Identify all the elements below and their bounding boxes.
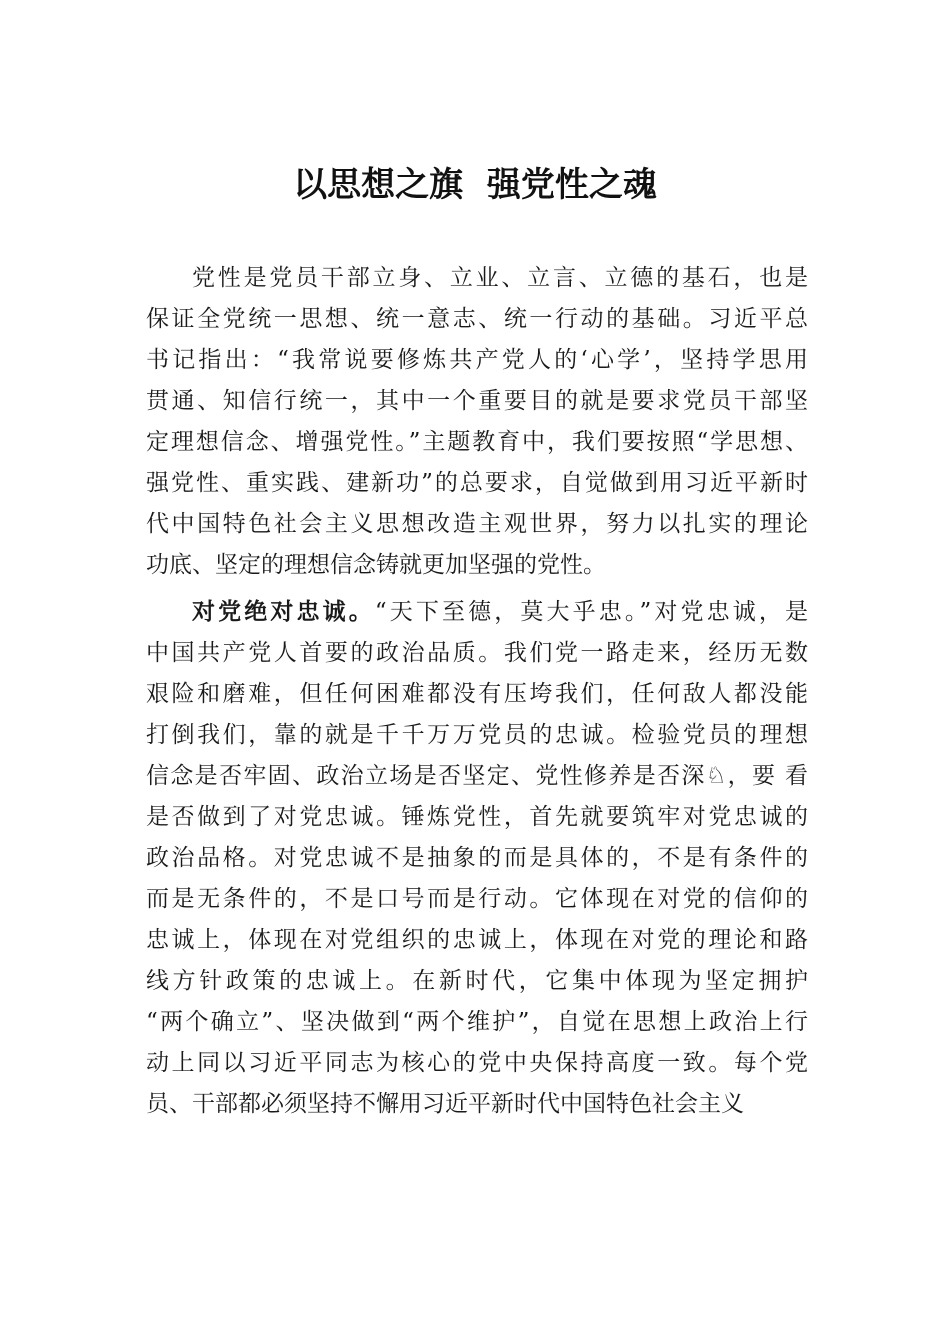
paragraph-line: 信念是否牢固、政治立场是否坚定、党性修养是否深♘，要 看 — [146, 763, 808, 789]
paragraph-line: 艰险和磨难，但任何困难都没有压垮我们，任何敌人都没能 — [146, 681, 808, 707]
paragraph-line: 而是无条件的，不是口号而是行动。它体现在对党的信仰的 — [146, 886, 808, 912]
paragraph-line: 忠诚上，体现在对党组织的忠诚上，体现在对党的理论和路 — [146, 927, 808, 953]
paragraph-line: 保证全党统一思想、统一意志、统一行动的基础。习近平总 — [146, 306, 808, 332]
paragraph-line: “两个确立”、坚决做到“两个维护”，自觉在思想上政治上行 — [146, 1009, 808, 1035]
paragraph-line: 贯通、知信行统一，其中一个重要目的就是要求党员干部坚 — [146, 388, 808, 414]
paragraph-line: 打倒我们，靠的就是千千万万党员的忠诚。检验党员的理想 — [146, 722, 808, 748]
paragraph-line-rest: “天下至德，莫大乎忠。”对党忠诚，是 — [374, 599, 808, 625]
paragraph-line: 是否做到了对党忠诚。锤炼党性，首先就要筑牢对党忠诚的 — [146, 804, 808, 830]
paragraph-line: 强党性、重实践、建新功”的总要求，自觉做到用习近平新时 — [146, 470, 808, 496]
paragraph-intro — [146, 258, 808, 586]
section-lead-heading: 对党绝对忠诚。 — [192, 599, 375, 625]
paragraph-line: 动上同以习近平同志为核心的党中央保持高度一致。每个党 — [146, 1050, 808, 1076]
paragraph-line: 定理想信念、增强党性。”主题教育中，我们要按照“学思想、 — [146, 429, 808, 455]
paragraph-line: 中国共产党人首要的政治品质。我们党一路走来，经历无数 — [146, 640, 808, 666]
paragraph-line: 政治品格。对党忠诚不是抽象的而是具体的，不是有条件的 — [146, 845, 808, 871]
paragraph-loyalty — [146, 592, 808, 1125]
paragraph-line: 代中国特色社会主义思想改造主观世界，努力以扎实的理论 — [146, 511, 808, 537]
document-title: 以思想之旗 强党性之魂 — [293, 165, 657, 205]
paragraph-first-line — [146, 592, 808, 633]
paragraph-line: 员、干部都必须坚持不懈用习近平新时代中国特色社会主义 — [146, 1091, 744, 1117]
paragraph-line: 书记指出：“我常说要修炼共产党人的‘心学’，坚持学思用 — [146, 347, 808, 373]
paragraph-line: 线方针政策的忠诚上。在新时代，它集中体现为坚定拥护 — [146, 968, 808, 994]
paragraph-line: 功底、坚定的理想信念铸就更加坚强的党性。 — [146, 552, 606, 578]
paragraph-line: 党性是党员干部立身、立业、立言、立德的基石，也是 — [192, 265, 808, 291]
